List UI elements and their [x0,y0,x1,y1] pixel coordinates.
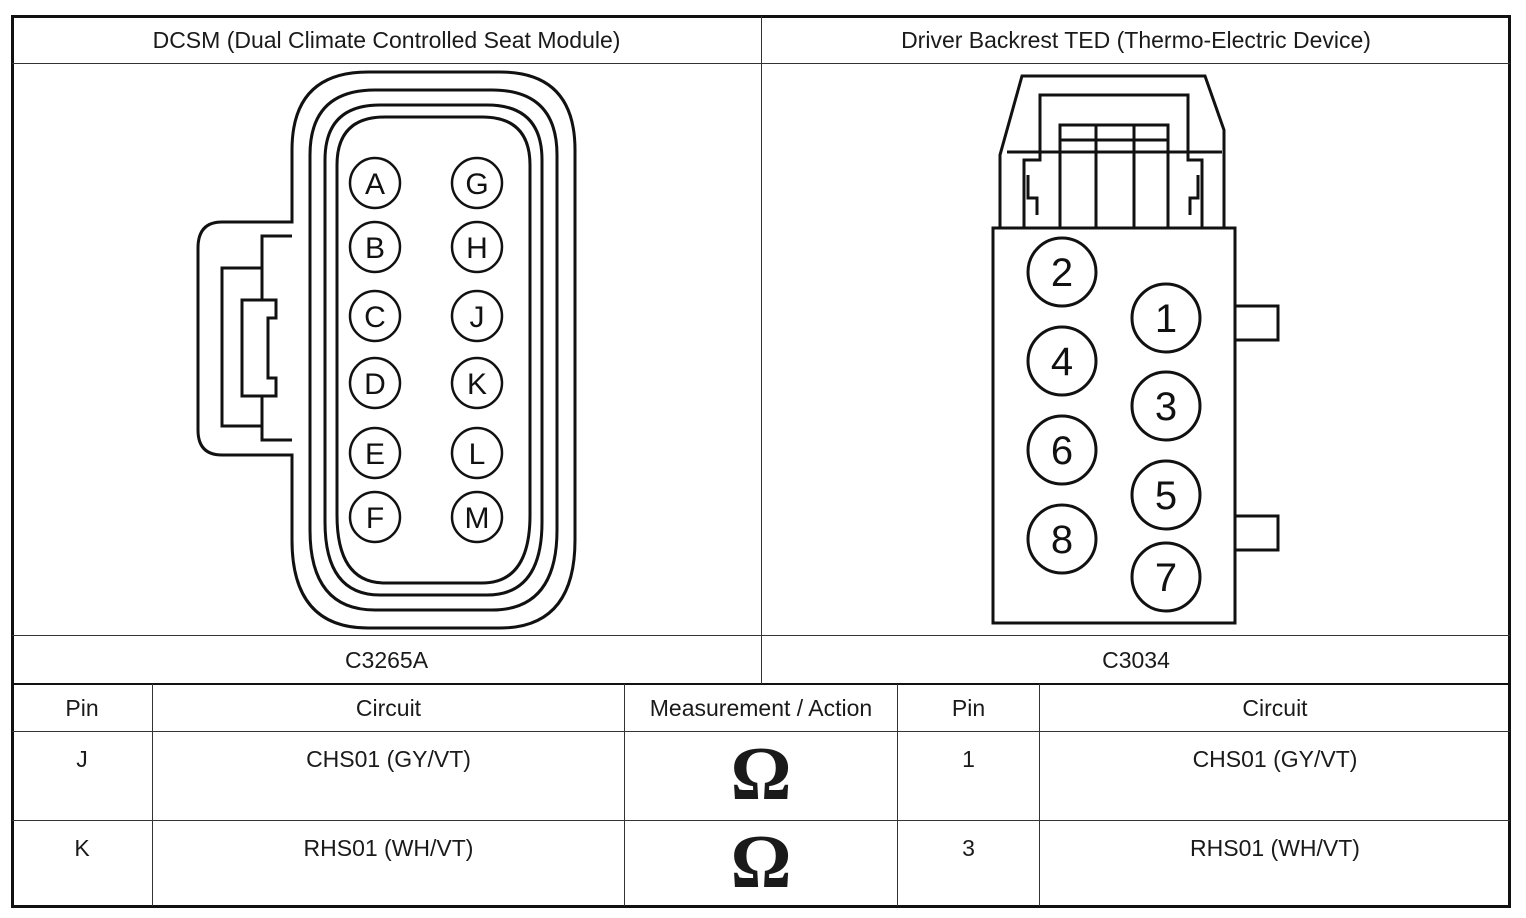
row1-pin-left: J [76,746,88,772]
ted-connector-id: C3034 [1102,646,1170,673]
dcsm-pin-label-h: H [466,232,488,265]
header-pin-right: Pin [951,694,986,721]
dcsm-pin-label-c: C [364,301,386,334]
ted-pin-label-1: 1 [1154,297,1178,341]
row1-circuit-left: CHS01 (GY/VT) [306,746,471,772]
dcsm-pin-label-g: G [465,168,489,201]
ted-title: Driver Backrest TED (Thermo-Electric Device) [901,27,1371,53]
dcsm-pin-label-a: A [364,168,386,201]
ted-pin-label-4: 4 [1050,340,1074,384]
dcsm-pin-label-f: F [365,502,385,535]
row1-circuit-right: CHS01 (GY/VT) [1192,746,1358,772]
dcsm-pin-label-b: B [364,232,386,265]
dcsm-pin-label-d: D [364,368,386,401]
dcsm-pin-label-j: J [469,301,485,334]
row2-pin-left: K [74,835,90,861]
ted-pin-label-2: 2 [1050,251,1074,295]
row1-measurement [625,732,897,820]
dcsm-pin-label-m: M [464,502,490,535]
header-pin-left: Pin [65,694,99,721]
dcsm-pin-label-l: L [468,438,486,471]
dcsm-connector-face [198,72,575,628]
header-circuit-right: Circuit [1242,694,1308,721]
ted-pin-label-8: 8 [1050,518,1074,562]
row2-pin-right: 3 [962,835,975,861]
row1-pin-right: 1 [962,746,975,772]
ohm-icon: Ω [730,820,792,904]
dcsm-pin-label-k: K [466,368,488,401]
ohm-icon: Ω [730,732,792,816]
row2-circuit-left: RHS01 (WH/VT) [303,835,474,861]
dcsm-title: DCSM (Dual Climate Controlled Seat Module) [152,27,621,53]
ted-pin-label-7: 7 [1154,556,1178,600]
ted-pin-label-6: 6 [1050,429,1074,473]
header-measurement: Measurement / Action [649,694,873,721]
dcsm-pin-label-e: E [364,438,386,471]
ted-pin-label-5: 5 [1154,474,1178,518]
dcsm-pin-cavities [350,158,502,542]
row2-measurement [625,821,897,907]
ted-pin-label-3: 3 [1154,385,1178,429]
dcsm-connector-id: C3265A [344,646,429,673]
header-circuit-left: Circuit [355,694,422,721]
row2-circuit-right: RHS01 (WH/VT) [1190,835,1360,861]
